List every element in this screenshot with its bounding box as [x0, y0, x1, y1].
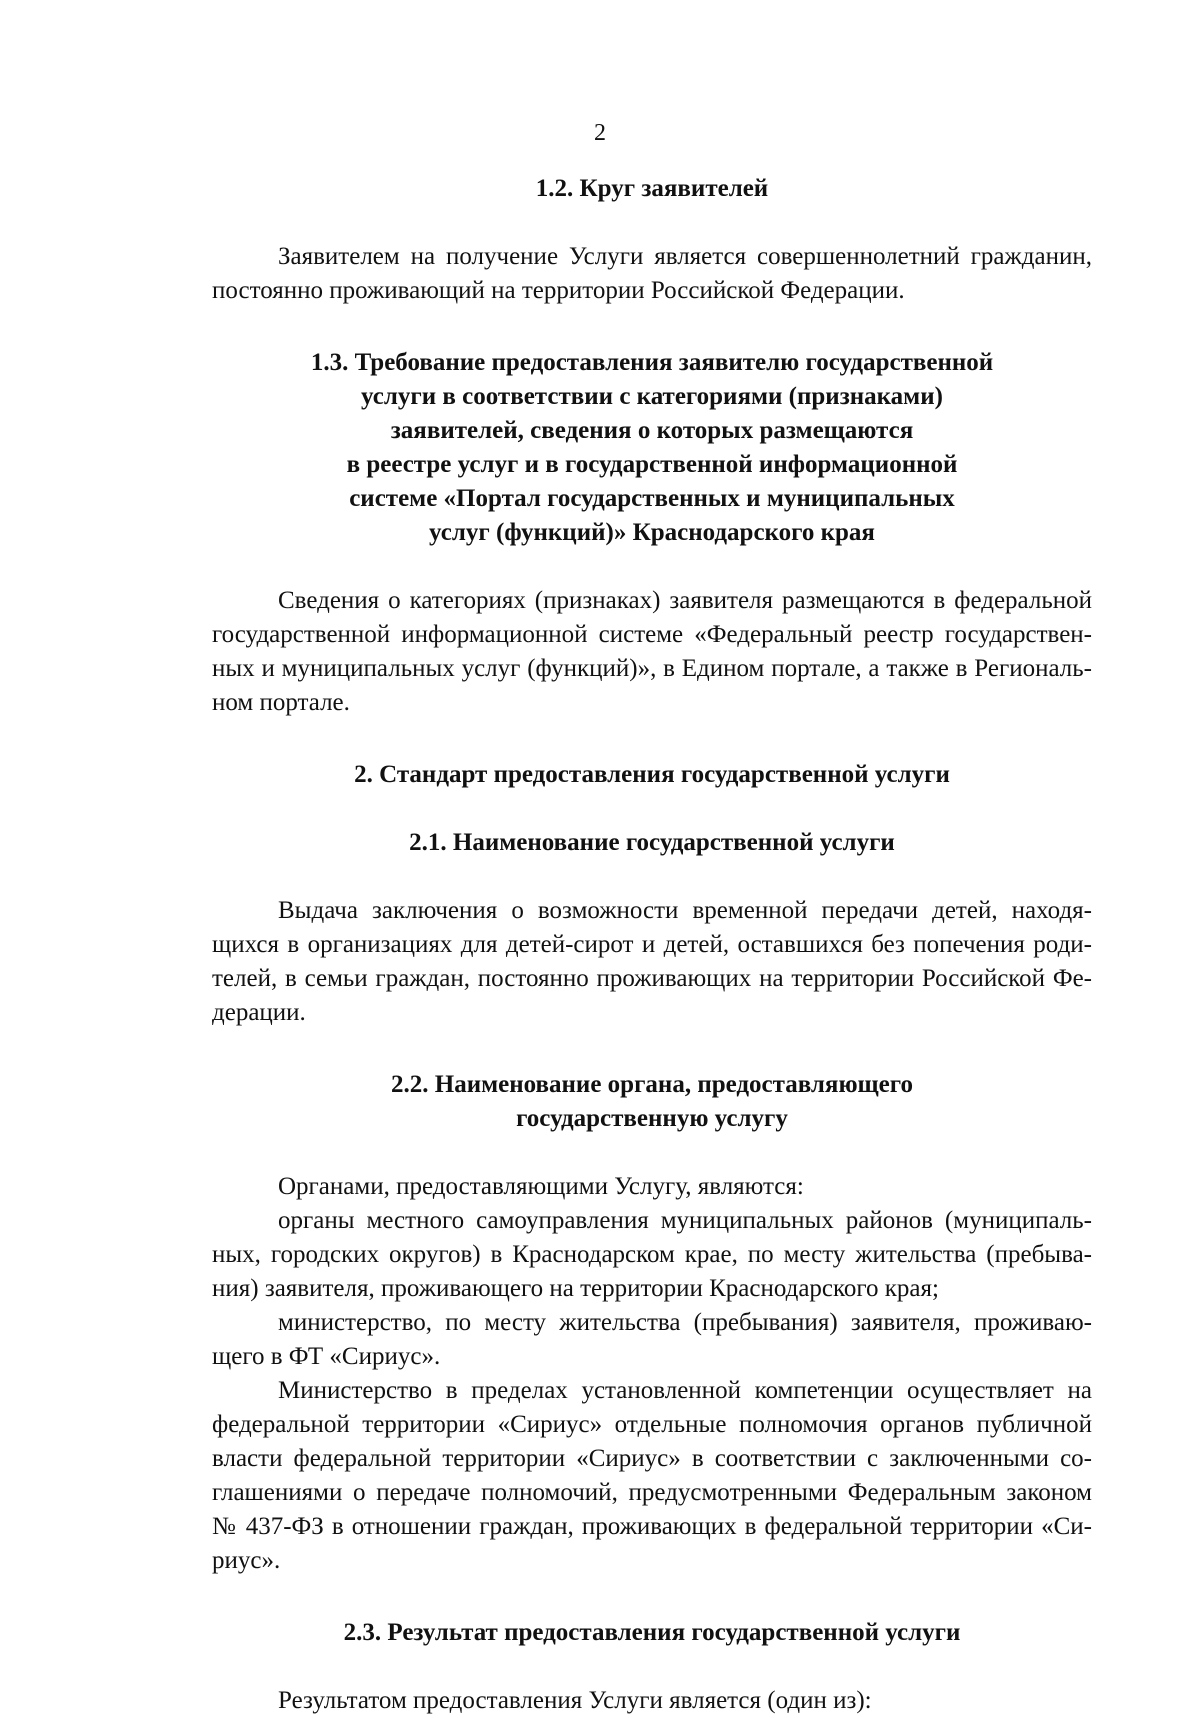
paragraph-2-2-3: министерство, по месту жительства (пребывания) заявителя, проживающего в ФТ «Сириус».	[212, 1309, 1092, 1370]
heading-1-3-line: заявителей, сведения о которых размещаются	[390, 417, 914, 444]
heading-2-2	[212, 1068, 1092, 1136]
page-number: 2	[594, 120, 606, 146]
heading-1-3-line: 1.3. Требование предоставления заявителю государственной	[310, 349, 994, 376]
heading-1-3-line: услуги в соответствии с категориями (признаками)	[361, 383, 943, 410]
heading-2: 2. Стандарт предоставления государственной услуги	[354, 761, 950, 788]
heading-2-2-line: государственную услугу	[516, 1105, 788, 1132]
heading-2-3: 2.3. Результат предоставления государственной услуги	[343, 1619, 961, 1646]
paragraph-2-3-1: Результатом предоставления Услуги является (один из):	[278, 1687, 872, 1714]
document-body	[212, 172, 1092, 1718]
paragraph-1-3-1: Сведения о категориях (признаках) заявителя размещаются в федеральной государственной информационной системе «Федеральный реестр государственных и муниципальных услуг (функций)», в Едином портале, а также в Региональном портале.	[212, 587, 1092, 716]
paragraph-2-2-1: Органами, предоставляющими Услугу, являются:	[278, 1173, 804, 1200]
heading-2-2-line: 2.2. Наименование органа, предоставляющего	[391, 1071, 913, 1098]
heading-2-1: 2.1. Наименование государственной услуги	[409, 829, 895, 856]
heading-1-3-line: услуг (функций)» Краснодарского края	[429, 519, 875, 546]
heading-1-3	[212, 346, 1092, 550]
paragraph-2-2-4: Министерство в пределах установленной компетенции осуществляет на федеральной территории «Сириус» отдельные полномочия органов публичной власти федеральной территории «Сириус» в соответствии с заключенными соглашениями о передаче полномочий, предусмотренными Федеральным законом № 437-ФЗ в отношении граждан, проживающих в федеральной территории «Сириус».	[212, 1377, 1092, 1574]
heading-1-3-line: в реестре услуг и в государственной информационной	[346, 451, 958, 478]
paragraph-2-2-2: органы местного самоуправления муниципальных районов (муниципальных, городских округов) в Краснодарском крае, по месту жительства (пребывания) заявителя, проживающего на территории Краснодарского края;	[212, 1207, 1092, 1302]
paragraph-2-1-1: Выдача заключения о возможности временной передачи детей, находящихся в организациях для детей-сирот и детей, оставшихся без попечения родителей, в семьи граждан, постоянно проживающих на территории Российской Федерации.	[212, 897, 1092, 1026]
heading-1-2: 1.2. Круг заявителей	[535, 175, 769, 202]
heading-1-3-line: системе «Портал государственных и муниципальных	[349, 485, 955, 512]
paragraph-1-2-1: Заявителем на получение Услуги является совершеннолетний гражданин, постоянно проживающий на территории Российской Федерации.	[212, 243, 1092, 304]
